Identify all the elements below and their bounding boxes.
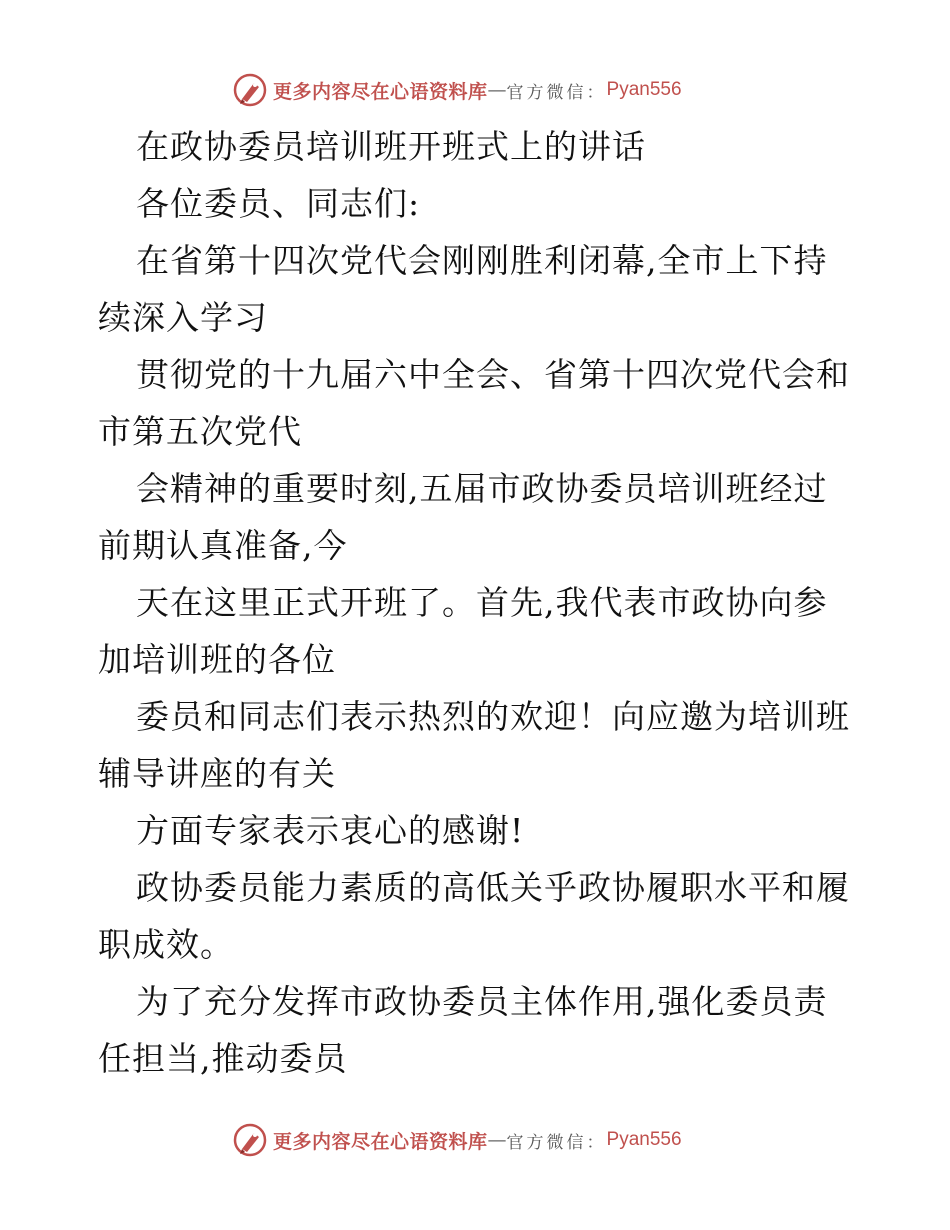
salutation-line: 各位委员、同志们: [136, 184, 421, 223]
banner-main-text: 更多内容尽在心语资料库 [273, 1130, 488, 1153]
text-line: 会精神的重要时刻,五届市政协委员培训班经过 [136, 469, 828, 508]
text-line: 前期认真准备,今 [98, 526, 348, 565]
header-banner [233, 72, 682, 108]
document-title: 在政协委员培训班开班式上的讲话 [136, 127, 646, 166]
text-line: 方面专家表示衷心的感谢! [136, 811, 525, 850]
banner-wechat-id: Pyan556 [606, 1129, 682, 1150]
text-line: 加培训班的各位 [98, 640, 336, 679]
pen-logo-icon [233, 1123, 267, 1157]
banner-main-text: 更多内容尽在心语资料库 [273, 80, 488, 103]
pen-logo-icon [233, 73, 267, 107]
banner-separator: — [487, 1129, 507, 1151]
text-line: 续深入学习 [98, 298, 268, 337]
footer-banner [233, 1122, 682, 1158]
banner-wechat-label: 官方微信： [506, 1132, 607, 1153]
document-body [98, 118, 868, 1087]
text-line: 职成效。 [98, 925, 234, 964]
text-line: 为了充分发挥市政协委员主体作用,强化委员责 [136, 982, 828, 1021]
text-line: 市第五次党代 [98, 412, 302, 451]
text-line: 委员和同志们表示热烈的欢迎！向应邀为培训班 [136, 697, 850, 736]
banner-separator: — [487, 79, 507, 101]
text-line: 任担当,推动委员 [98, 1039, 348, 1078]
banner-wechat-label: 官方微信： [506, 82, 607, 103]
text-line: 天在这里正式开班了。首先,我代表市政协向参 [136, 583, 828, 622]
text-line: 政协委员能力素质的高低关乎政协履职水平和履 [136, 868, 850, 907]
banner-wechat-id: Pyan556 [606, 79, 682, 100]
text-line: 贯彻党的十九届六中全会、省第十四次党代会和 [136, 355, 850, 394]
text-line: 辅导讲座的有关 [98, 754, 336, 793]
text-line: 在省第十四次党代会刚刚胜利闭幕,全市上下持 [136, 241, 828, 280]
